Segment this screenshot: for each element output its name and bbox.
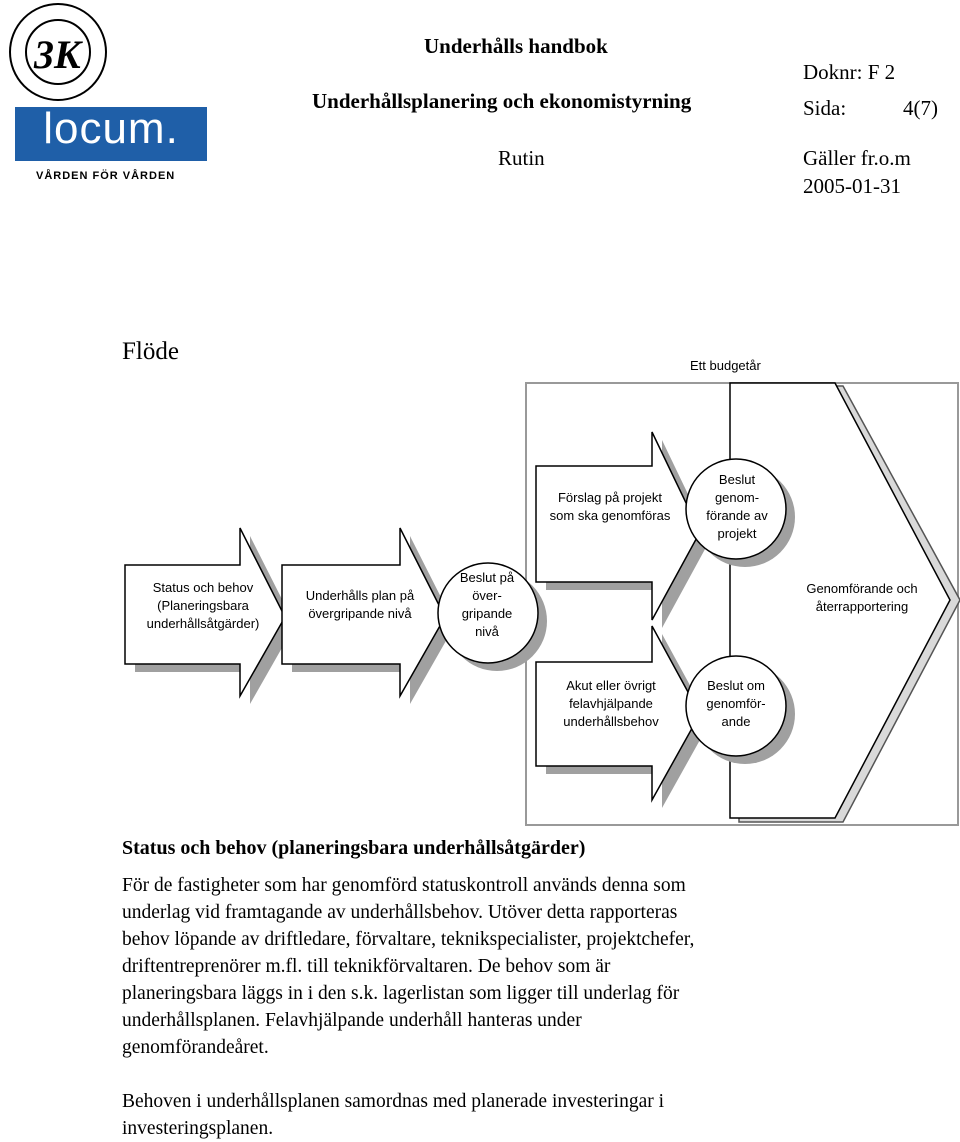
circle-execution-line: genomför- (706, 696, 766, 711)
paragraph-1-line: driftentreprenörer m.fl. till teknikförvaltaren. De behov som är (122, 956, 611, 977)
circle-execution-line: Beslut om (707, 678, 765, 693)
arrow-acute-line: underhållsbehov (563, 714, 659, 729)
paragraph-1-line: underlag vid framtagande av underhållsbehov. Utöver detta rapporteras (122, 902, 678, 923)
paragraph-1-line: genomförandeåret. (122, 1037, 269, 1058)
document-subtitle: Underhållsplanering och ekonomistyrning (312, 89, 692, 113)
document-type: Rutin (498, 146, 545, 170)
page-label: Sida: (803, 96, 847, 120)
paragraph-2-line: investeringsplanen. (122, 1118, 274, 1139)
paragraph-1-line: planeringsbara läggs in i den s.k. lagerlistan som ligger till underlag för (122, 983, 680, 1004)
circle-project-line: förande av (706, 508, 768, 523)
arrow-status-line: (Planeringsbara (157, 598, 249, 613)
arrow-acute-line: Akut eller övrigt (566, 678, 656, 693)
circle-project-line: projekt (717, 526, 757, 541)
circle-overall-line: Beslut på (459, 570, 515, 585)
big-arrow-line: återrapportering (815, 599, 909, 614)
valid-from-label: Gäller fr.o.m (803, 146, 911, 170)
handbook-title: Underhålls handbok (424, 34, 608, 58)
section-heading: Status och behov (planeringsbara underhållsåtgärder) (122, 837, 586, 859)
paragraph-1-line: För de fastigheter som har genomförd statuskontroll används denna som (122, 875, 686, 896)
arrow-status-line: Status och behov (152, 580, 254, 595)
arrow-plan-line: Underhålls plan på (305, 588, 415, 603)
paragraph-1-line: behov löpande av driftledare, förvaltare, teknikspecialister, projektchefer, (122, 929, 695, 950)
section-paragraph-1 (122, 872, 822, 1061)
svg-text:3K: 3K (34, 32, 81, 77)
arrow-status-text (147, 580, 260, 631)
circle-project-line: Beslut (718, 472, 756, 487)
circle-overall-line: gripande (461, 606, 513, 621)
paragraph-1-line: underhållsplanen. Felavhjälpande underhåll hanteras under (122, 1010, 582, 1031)
big-arrow-line: Genomförande och (806, 581, 918, 596)
locum-logo-text: locum. (43, 104, 179, 153)
circle-project-line: genom- (714, 490, 760, 505)
flow-title: Flöde (122, 338, 179, 365)
arrow-acute-text (563, 678, 659, 729)
flow-diagram (0, 350, 960, 830)
logo-tagline: VÅRDEN FÖR VÅRDEN (36, 170, 176, 182)
arrow-proposal-line: som ska genomföras (549, 508, 671, 523)
arrow-status-line: underhållsåtgärder) (146, 616, 260, 631)
arrow-proposal-line: Förslag på projekt (557, 490, 663, 505)
section-paragraph-2 (122, 1088, 822, 1142)
page-number: 4(7) (903, 96, 938, 120)
3k-logo (0, 0, 120, 105)
valid-from-date: 2005-01-31 (803, 174, 901, 198)
arrow-plan-line: övergripande nivå (308, 606, 412, 621)
paragraph-2-line: Behoven i underhållsplanen samordnas med planerade investeringar i (122, 1091, 665, 1112)
circle-overall-line: över- (472, 588, 502, 603)
arrow-acute-line: felavhjälpande (569, 696, 653, 711)
circle-execution-line: ande (721, 714, 751, 729)
circle-overall-line: nivå (475, 624, 499, 639)
budget-year-label: Ett budgetår (690, 358, 761, 373)
document-number: Doknr: F 2 (803, 60, 896, 84)
